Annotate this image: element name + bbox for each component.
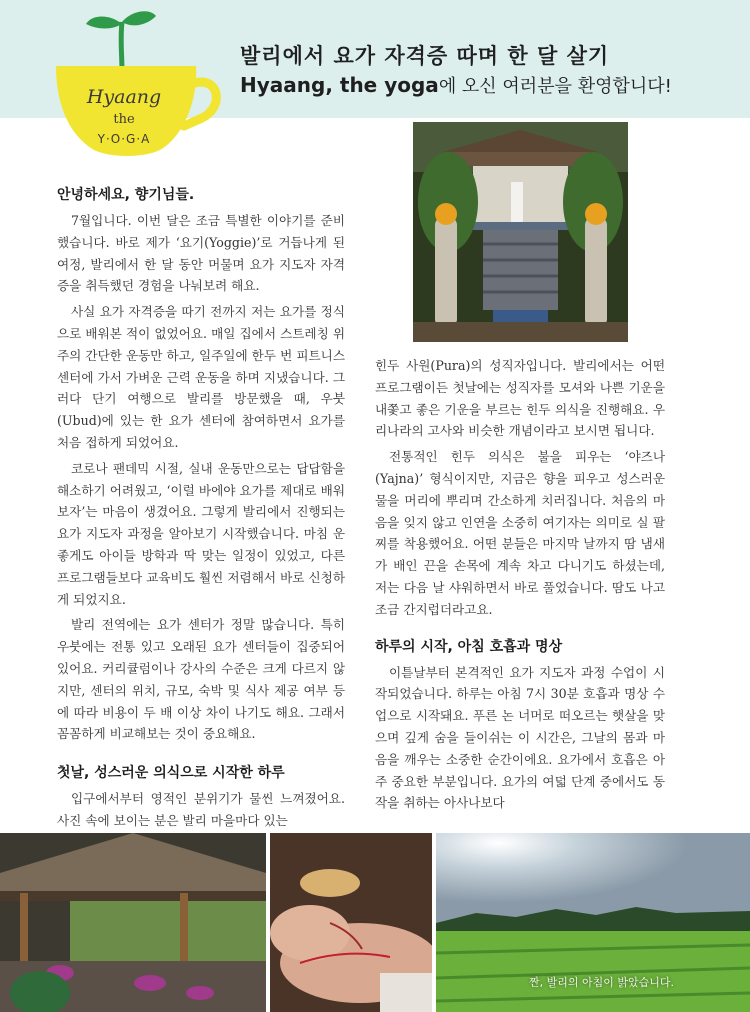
article-left-column <box>57 185 345 836</box>
paragraph: 이튿날부터 본격적인 요가 지도자 과정 수업이 시작되었습니다. 하루는 아침 7시 30분 호흡과 명상 수업으로 시작돼요. 푸른 논 너머로 떠오르는 햇살을 맞으며 깊게 숨을 들이쉬는 이 시간은, 그날의 몸과 마음을 깨우는 소중한 순간이에요. 요가에서 호흡은 아주 중요한 부분입니다. 요가의 여덟 단계 중에서도 동작을 취하는 아사나보다 <box>375 664 665 811</box>
yoga-pavilion-photo <box>0 833 266 1012</box>
brand-name: Hyaang, the yoga <box>240 73 439 97</box>
cup-sprout-icon <box>52 10 222 162</box>
temple-photo <box>413 122 628 342</box>
logo-text-hyaang: Hyaang <box>86 86 162 108</box>
greeting-heading: 안녕하세요, 향기님들. <box>57 187 195 203</box>
paragraph: 사실 요가 자격증을 따기 전까지 저는 요가를 정식으로 배워본 적이 없었어요. 매일 집에서 스트레칭 위주의 간단한 운동만 하고, 일주일에 한두 번 피트니스 센터에 가서 가벼운 근력 운동을 하며 지냈습니다. 그러다 단기 여행으로 발리를 방문했을 때, 우붓(Ubud)에 있는 한 요가 센터에 참여하면서 요가를 처음 접하게 되었어요. <box>57 304 345 450</box>
bracelet-photo <box>270 833 432 1012</box>
logo-text-yoga: Y·O·G·A <box>97 132 151 146</box>
logo-text-the: the <box>113 112 135 127</box>
page-subtitle <box>240 72 672 98</box>
hyaang-yoga-logo <box>52 10 222 162</box>
subtitle-rest: 에 오신 여러분을 환영합니다! <box>438 76 672 97</box>
page-title: 발리에서 요가 자격증 따며 한 달 살기 <box>240 44 610 68</box>
paragraph: 힌두 사원(Pura)의 성직자입니다. 발리에서는 어떤 프로그램이든 첫날에는 성직자를 모셔와 나쁜 기운을 내쫓고 좋은 기운을 부르는 힌두 의식을 진행해요. 우리나라의 고사와 비슷한 개념이라고 보시면 됩니다. <box>375 358 665 439</box>
photo-caption: 짠, 발리의 아침이 밝았습니다. <box>529 976 674 989</box>
section-heading-morning: 하루의 시작, 아침 호흡과 명상 <box>375 638 563 655</box>
paragraph: 전통적인 힌두 의식은 불을 피우는 ‘야즈나(Yajna)’ 형식이지만, 지금은 향을 피우고 성스러운 물을 머리에 뿌리며 간소하게 치러집니다. 처음의 마음을 잊지 않고 인연을 소중히 여기자는 의미로 실 팔찌를 착용했어요. 어떤 분들은 마지막 날까지 땀 냄새가 배인 끈을 손목에 계속 차고 다니기도 하셨는데, 저는 다음 날 샤워하면서 바로 풀었습니다. 땀도 나고 조금 간지럽더라고요. <box>375 449 665 617</box>
paragraph: 코로나 팬데믹 시절, 실내 운동만으로는 답답함을 해소하기 어려웠고, ‘이럴 바에야 요가를 제대로 배워보자’는 마음이 생겼어요. 그렇게 발리에서 진행되는 요가 지도자 과정을 알아보기 시작했습니다. 마침 운 좋게도 아이들 방학과 딱 맞는 일정이 있었고, 다른 프로그램들보다 교육비도 훨씬 저렴해서 바로 신청하게 되었지요. <box>57 460 345 607</box>
article-right-column <box>375 355 665 818</box>
paragraph: 입구에서부터 영적인 분위기가 물씬 느껴졌어요. 사진 속에 보이는 분은 발리 마을마다 있는 <box>57 791 345 828</box>
paragraph: 발리 전역에는 요가 센터가 정말 많습니다. 특히 우붓에는 전통 있고 오래된 요가 센터들이 집중되어 있어요. 커리큘럼이나 강사의 수준은 크게 다르지 않지만, 센터의 위치, 규모, 숙박 및 식사 제공 여부 등에 따라 비용이 두 배 이상 차이 나기도 해요. 그래서 꼼꼼하게 비교해보는 것이 중요해요. <box>57 617 345 742</box>
rice-field-photo <box>436 833 750 1012</box>
section-heading-first-day: 첫날, 성스러운 의식으로 시작한 하루 <box>57 765 285 782</box>
paragraph: 7월입니다. 이번 달은 조금 특별한 이야기를 준비했습니다. 바로 제가 ‘요기(Yoggie)’로 거듭나게 된 여정, 발리에서 한 달 동안 머물며 요가 지도자 자격증을 취득했던 경험을 나눠보려 해요. <box>57 213 345 294</box>
